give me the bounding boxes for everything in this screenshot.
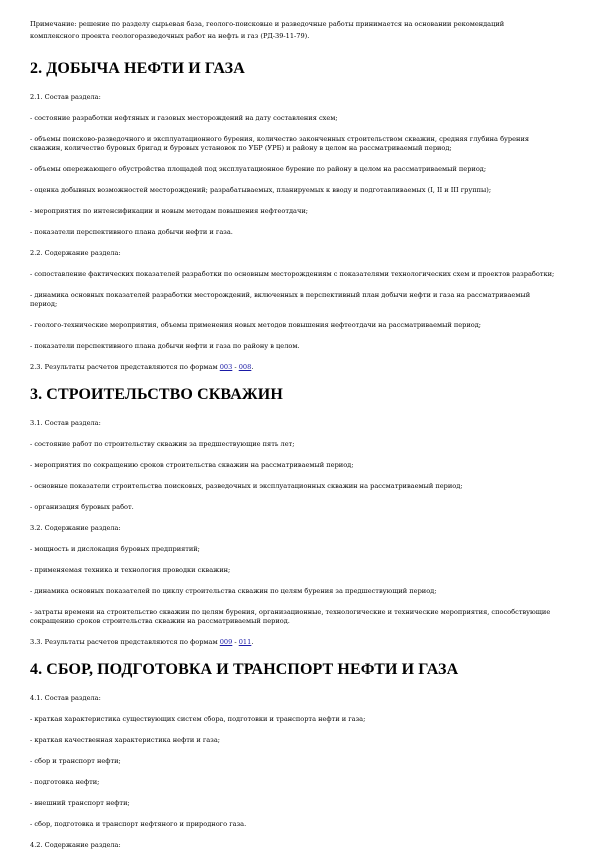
section-2-line: - оценка добывных возможностей месторождений; разрабатываемых, планируемых к вводу и подготавливаемых (I, II и III группы);	[30, 186, 492, 194]
form-link-011[interactable]: 011	[238, 638, 252, 646]
section-4-line: - краткая характеристика существующих систем сбора, подготовки и транспорта нефти и газа;	[30, 715, 366, 723]
section-2-line: 2.1. Состав раздела:	[30, 93, 101, 101]
results-prefix: 3.3. Результаты расчетов представляются по формам	[30, 638, 220, 646]
section-4-line: 4.1. Состав раздела:	[30, 694, 101, 702]
section-3-line: - динамика основных показателей по циклу строительства скважин по целям бурения за предшествующий период;	[30, 587, 437, 595]
section-2-line: - показатели перспективного плана добычи нефти и газа.	[30, 228, 233, 236]
section-heading-4: 4. СБОР, ПОДГОТОВКА И ТРАНСПОРТ НЕФТИ И ГАЗА	[30, 661, 459, 678]
results-separator: -	[232, 638, 239, 646]
form-link-003[interactable]: 003	[219, 363, 233, 371]
section-4-line: - подготовка нефти;	[30, 778, 100, 786]
section-3-line: 3.2. Содержание раздела:	[30, 524, 121, 532]
section-3-line: - основные показатели строительства поисковых, разведочных и эксплуатационных скважин на рассматриваемый период;	[30, 482, 463, 490]
note-paragraph: Примечание: решение по разделу сырьевая база, геолого-поисковые и разведочные работы принимается на основании рекомендаций комплексного проекта геологоразведочных работ на нефть и газ (РД-39-11-79).	[30, 20, 505, 40]
section-2-results	[30, 363, 555, 372]
section-2-line: - состояние разработки нефтяных и газовых месторождений на дату составления схем;	[30, 114, 338, 122]
section-3-line: 3.1. Состав раздела:	[30, 419, 101, 427]
section-2-line: - сопоставление фактических показателей разработки по основным месторождениям с показателями технологических схем и проектов разработки;	[30, 270, 555, 278]
form-link-008[interactable]: 008	[238, 363, 252, 371]
results-suffix: .	[251, 363, 254, 371]
section-2-line: - объемы опережающего обустройства площадей под эксплуатационное бурение по району в целом на рассматриваемый период;	[30, 165, 487, 173]
section-2-line: - мероприятия по интенсификации и новым методам повышения нефтеотдачи;	[30, 207, 308, 215]
section-3-line: - затраты времени на строительство скважин по целям бурения, организационные, технологические и технические мероприятия, способствующие сокращению сроков строительства скважин на рассматриваемый период.	[30, 608, 551, 625]
section-3-line: - состояние работ по строительству скважин за предшествующие пять лет;	[30, 440, 295, 448]
section-2-line: - геолого-технические мероприятия, объемы применения новых методов повышения нефтеотдачи на рассматриваемый период;	[30, 321, 482, 329]
section-3-results	[30, 638, 555, 647]
section-3-line: - применяемая техника и технология проводки скважин;	[30, 566, 231, 574]
form-link-009[interactable]: 009	[219, 638, 233, 646]
section-3-line: - организация буровых работ.	[30, 503, 134, 511]
results-separator: -	[232, 363, 239, 371]
section-heading-2: 2. ДОБЫЧА НЕФТИ И ГАЗА	[30, 60, 245, 77]
results-prefix: 2.3. Результаты расчетов представляются по формам	[30, 363, 220, 371]
section-3-line: - мероприятия по сокращению сроков строительства скважин на рассматриваемый период;	[30, 461, 354, 469]
section-2-line: 2.2. Содержание раздела:	[30, 249, 121, 257]
section-4-line: - краткая качественная характеристика нефти и газа;	[30, 736, 220, 744]
section-4-line: - сбор, подготовка и транспорт нефтяного и природного газа.	[30, 820, 247, 828]
section-4-line: 4.2. Содержание раздела:	[30, 841, 121, 849]
section-4-line: - внешний транспорт нефти;	[30, 799, 130, 807]
section-2-line: - динамика основных показателей разработки месторождений, включенных в перспективный план добычи нефти и газа на рассматриваемый период;	[30, 291, 531, 308]
section-3-line: - мощность и дислокация буровых предприятий;	[30, 545, 200, 553]
section-4-line: - сбор и транспорт нефти;	[30, 757, 121, 765]
section-2-line: - показатели перспективного плана добычи нефти и газа по району в целом.	[30, 342, 300, 350]
results-suffix: .	[251, 638, 254, 646]
section-2-line: - объемы поисково-разведочного и эксплуатационного бурения, количество законченных строительством скважин, средняя глубина бурения скважин, количество буровых бригад и буровых установок по УБР (УРБ) и району в целом на рассматриваемый период;	[30, 135, 529, 152]
section-heading-3: 3. СТРОИТЕЛЬСТВО СКВАЖИН	[30, 386, 283, 403]
